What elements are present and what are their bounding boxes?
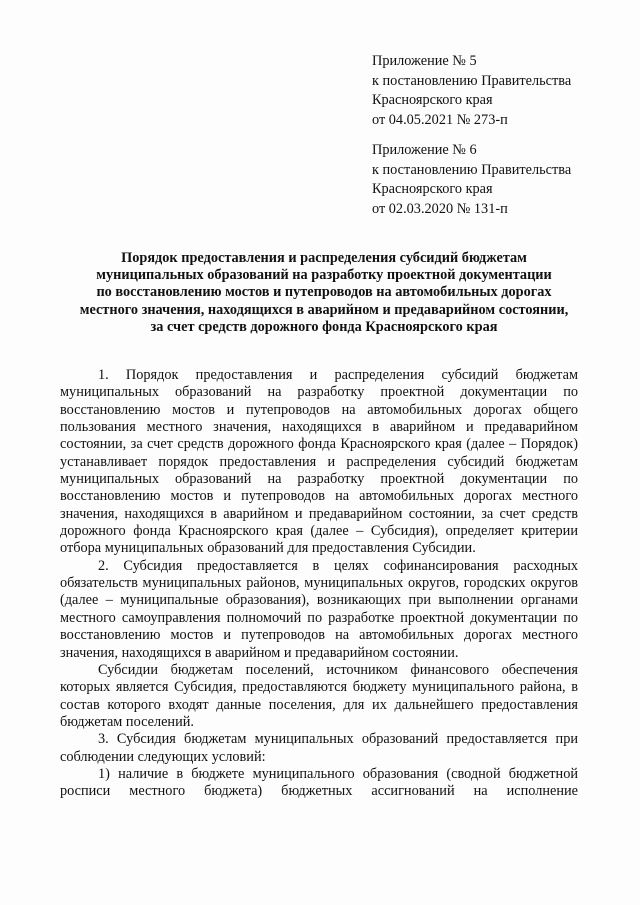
title-line: Порядок предоставления и распределения субсидий бюджетам	[121, 250, 527, 266]
appendix-resolution: к постановлению Правительства	[372, 161, 572, 178]
appendix-resolution: к постановлению Правительства	[372, 72, 572, 89]
appendix-region: Красноярского края	[372, 181, 493, 197]
appendix-date: от 04.05.2021 № 273-п	[372, 111, 508, 128]
appendix-date: от 02.03.2020 № 131-п	[372, 200, 508, 217]
appendix-number: Приложение № 6	[372, 142, 477, 158]
appendix-block-6	[372, 141, 571, 219]
title-line: по восстановлению мостов и путепроводов на автомобильных дорогах	[96, 284, 552, 301]
appendix-number: Приложение № 5	[372, 53, 477, 69]
paragraph-2-subsidies: Субсидии бюджетам поселений, источником финансового обеспечения которых является Субсидия, предоставляются бюджету муниципального района, в состав которого входят данные поселения, для их дальнейшего предоставления бюджетам поселений.	[60, 661, 578, 730]
paragraph-2: 2. Субсидия предоставляется в целях софинансирования расходных обязательств муниципальных районов, муниципальных округов, городских округов (далее – муниципальные образования), возникающих при выполнении органами местного самоуправления полномочий по разработке проектной документации по восстановлению мостов и путепроводов на автомобильных дорогах местного значения, находящихся в аварийном и предаварийном состоянии.	[60, 557, 578, 661]
document-title	[50, 250, 598, 336]
paragraph-1: 1. Порядок предоставления и распределения субсидий бюджетам муниципальных образований на разработку проектной документации по восстановлению мостов и путепроводов на автомобильных дорогах общего пользования местного значения, находящихся в аварийном и предаварийном состоянии, за счет средств дорожного фонда Красноярского края (далее – Порядок) устанавливает порядок предоставления и распределения субсидий бюджетам муниципальных образований на разработку проектной документации по восстановлению мостов и путепроводов на автомобильных дорогах местного значения, находящихся в аварийном и предаварийном состоянии, за счет средств дорожного фонда Красноярского края (далее – Субсидия), определяет критерии отбора муниципальных образований для предоставления Субсидии.	[60, 367, 578, 557]
appendix-block-5	[372, 52, 571, 130]
title-line: местного значения, находящихся в аварийном и предаварийном состоянии,	[79, 301, 569, 318]
title-line: муниципальных образований на разработку проектной документации	[96, 267, 552, 284]
title-line: за счет средств дорожного фонда Красноярского края	[150, 318, 498, 335]
document-body	[60, 367, 578, 801]
paragraph-3: 3. Субсидия бюджетам муниципальных образований предоставляется при соблюдении следующих условий:	[60, 731, 578, 765]
paragraph-3-item-1: 1) наличие в бюджете муниципального образования (сводной бюджетной росписи местного бюджета) бюджетных ассигнований на исполнение	[60, 765, 578, 800]
appendix-region: Красноярского края	[372, 92, 493, 108]
